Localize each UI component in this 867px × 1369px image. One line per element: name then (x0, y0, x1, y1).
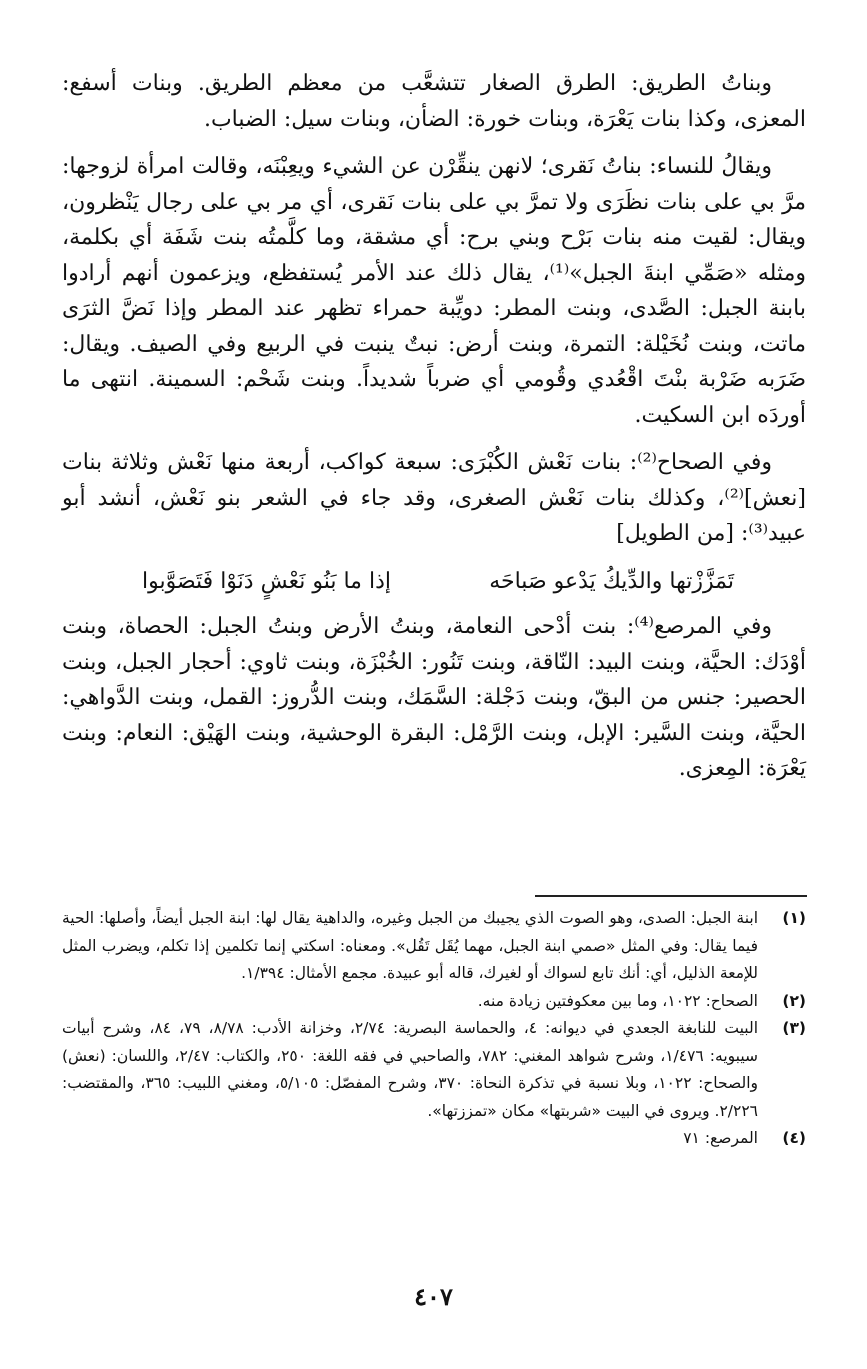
footnote-text: الصحاح: ١٠٢٢، وما بين معكوفتين زيادة منه. (477, 991, 758, 1010)
footnote-text: المرصع: ٧١ (683, 1129, 758, 1147)
paragraph-murassa: وفي المرصع⁽⁴⁾: بنت أدْحى النعامة، وبنتُ الأرض وبنتُ الجبل: الحصاة، وبنت أوْدَك: الحيَّة، وبنت البيد: النّاقة، وبنت تَنُور: الخُبْزَة، وبنت ثاوي: أحجار الجبل، وبنت الحصير: جنس من البقّ، وبنت دَجْلة: السَّمَك، وبنت الدُّروز: القمل، وبنت الدَّواهي: الحيَّة، وبنت السَّير: الإبل، وبنت الرَّمْل: البقرة الوحشية، وبنت الهَيْق: النعام: وبنت يَعْرَة: المِعزى. (62, 614, 806, 781)
footnote-3 (62, 1015, 806, 1125)
footnote-text: البيت للنابغة الجعدي في ديوانه: ٤، والحماسة البصرية: ٢/٧٤، وخزانة الأدب: ٨/٧٨، ٧٩، ٨٤، وشرح أبيات سيبويه: ١/٤٧٦، وشرح شواهد المغني: ٧٨٢، والصاحبي في فقه اللغة: ٢٥٠، والكتاب: ٢/٤٧، واللسان: (نعش) والصحاح: ١٠٢٢، وبلا نسبة في تذكرة النحاة: ٣٧٠، وشرح المفصّل: ٥/١٠٥، ومغني اللبيب: ٣٦٥، والمقتضب: ٢/٢٢٦. ويروى في البيت «شربتها» مكان «تمززتها». (62, 1019, 759, 1120)
footnote-2 (62, 988, 806, 1016)
poetry-verse (62, 564, 806, 600)
main-text-body (62, 66, 806, 799)
verse-hemistich-first: تَمَزَّزْتها والدِّيكُ يَدْعو صَباحَه (489, 568, 734, 594)
paragraph-banat-naqra: ويقالُ للنساء: بناتُ نَقرى؛ لانهن ينقِّرْن عن الشيء ويعِبْنَه، وقالت امرأة لزوجها: مرَّ بي على بنات نظَرَى ولا تمرَّ بي على بنات نَقرى، أي مر بي على رجال يَنْظرون، ويقال: لقيت منه بنات بَرْح وبني برح: أي مشقة، وما كلَّمتُه بنت شَفَة أي بكلمة، ومثله «صَمِّي ابنةَ الجبل»⁽¹⁾، يقال ذلك عند الأمر يُستفظع، ويزعمون أنهم أرادوا بابنة الجبل: الصَّدى، وبنت المطر: دويِّبة حمراء تظهر عند المطر وإذا نَضَّ الثرَى ماتت، وبنت نُخَيْلة: التمرة، وبنت أرض: نبتٌ ينبت في الربيع وفي الصيف. ويقال: ضَرَبه ضَرْبة بنْتَ اقْعُدي وقُومي أي ضرباً شديداً. وبنت شَحْم: السمينة. انتهى ما أوردَه ابن السكيت. (62, 154, 806, 428)
footnote-1 (62, 905, 806, 988)
footnote-4 (62, 1125, 806, 1153)
footnote-separator (535, 895, 807, 897)
verse-hemistich-second: إذا ما بَنُو نَعْشٍ دَنَوْا فَتَصَوَّبوا (142, 568, 391, 594)
footnote-number: (١) (782, 909, 806, 927)
footnote-number: (٢) (782, 991, 806, 1010)
paragraph-sihah: وفي الصحاح⁽²⁾: بنات نَعْش الكُبْرَى: سبعة كواكب، أربعة منها نَعْش وثلاثة بنات [نعش]⁽²⁾، وكذلك بنات نَعْش الصغرى، وقد جاء في الشعر بنو نَعْش، أنشد أبو عبيد⁽³⁾: [من الطويل] (62, 450, 806, 546)
page-number: ٤٠٧ (414, 1282, 453, 1311)
footnote-number: (٤) (782, 1129, 806, 1147)
footnote-number: (٣) (782, 1019, 806, 1037)
footnote-text: ابنة الجبل: الصدى، وهو الصوت الذي يجيبك من الجبل وغيره، والداهية يقال لها: ابنة الجبل أيضاً، وأصلها: الحية فيما يقال: وفي المثل «صمي ابنة الجبل، مهما يُقَل تَقُل». ومعناه: اسكتي إنما تكلمين إذا تكلم، ويضرب المثل للإمعة الذليل، أي: أنك تابع لسواك أو لغيرك، قاله أبو عبيدة. مجمع الأمثال: ١/٣٩٤. (62, 909, 758, 982)
paragraph-banat-al-tariq: وبناتُ الطريق: الطرق الصغار تتشعَّب من معظم الطريق. وبنات أسفع: المعزى، وكذا بنات يَعْرَة، وبنات خورة: الضأن، وبنات سيل: الضباب. (62, 71, 806, 132)
footnotes-section (62, 905, 806, 1153)
